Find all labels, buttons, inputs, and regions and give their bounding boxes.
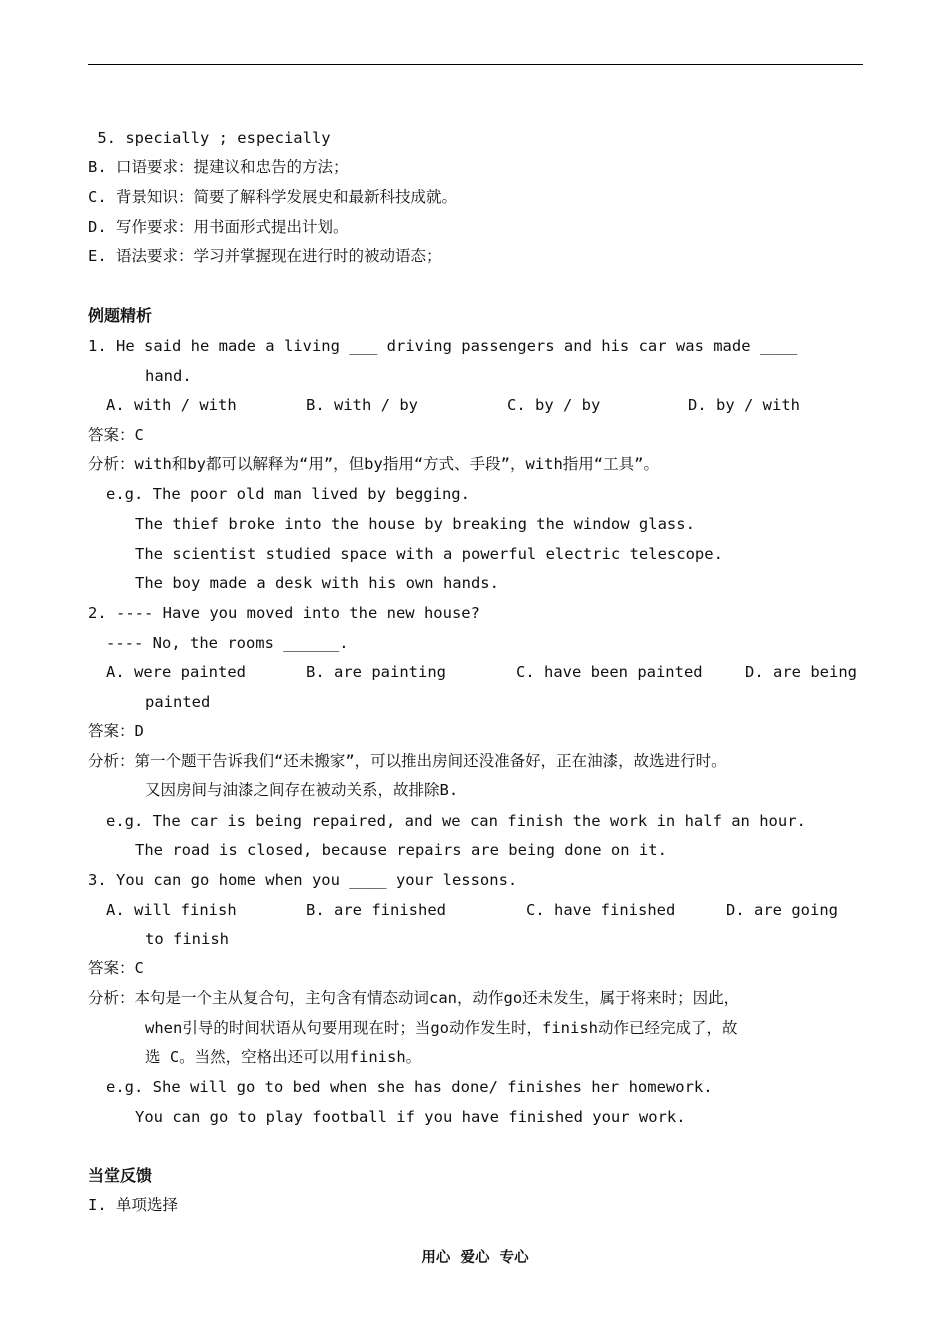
q2-option-c: C. have been painted xyxy=(516,663,703,681)
q3-option-c: C. have finished xyxy=(526,901,676,919)
q3-stem: 3. You can go home when you ____ your lessons. xyxy=(88,871,518,889)
intro-item-d: D. 写作要求：用书面形式提出计划。 xyxy=(88,218,349,236)
q2-answer: 答案：D xyxy=(88,722,144,740)
q1-option-b: B. with / by xyxy=(306,396,418,414)
q2-stem: 2. ---- Have you moved into the new house? xyxy=(88,604,480,622)
q3-analysis: 分析：本句是一个主从复合句，主句含有情态动词can，动作go还未发生，属于将来时；因此， xyxy=(88,989,740,1007)
q2-option-a: A. were painted xyxy=(106,663,246,681)
intro-item-c: C. 背景知识：简要了解科学发展史和最新科技成就。 xyxy=(88,188,457,206)
q3-analysis-cont-2: 选 C。当然，空格出还可以用finish。 xyxy=(145,1048,422,1066)
header-rule xyxy=(88,64,863,65)
feedback-subheading: I. 单项选择 xyxy=(88,1196,178,1214)
q3-option-d: D. are going xyxy=(726,901,838,919)
q1-option-d: D. by / with xyxy=(688,396,800,414)
intro-item-5: 5. specially ; especially xyxy=(88,129,331,147)
q3-option-b: B. are finished xyxy=(306,901,446,919)
q1-answer: 答案：C xyxy=(88,426,144,444)
q1-example-4: The boy made a desk with his own hands. xyxy=(135,574,499,592)
q2-analysis-cont: 又因房间与油漆之间存在被动关系，故排除B. xyxy=(145,781,459,799)
q1-example-3: The scientist studied space with a powerful electric telescope. xyxy=(135,545,723,563)
q1-example-2: The thief broke into the house by breaking the window glass. xyxy=(135,515,695,533)
q1-option-c: C. by / by xyxy=(507,396,601,414)
q1-option-a: A. with / with xyxy=(106,396,237,414)
q2-stem-cont: ---- No, the rooms ______. xyxy=(106,634,349,652)
q1-stem-cont: hand. xyxy=(145,367,192,385)
feedback-heading: 当堂反馈 xyxy=(88,1166,153,1185)
intro-item-b: B. 口语要求：提建议和忠告的方法； xyxy=(88,158,349,176)
q3-example-2: You can go to play football if you have finished your work. xyxy=(135,1108,686,1126)
q2-option-b: B. are painting xyxy=(306,663,446,681)
examples-heading: 例题精析 xyxy=(88,306,153,325)
q3-answer: 答案：C xyxy=(88,959,144,977)
page-footer: 用心 爱心 专心 xyxy=(421,1250,529,1266)
intro-item-e: E. 语法要求：学习并掌握现在进行时的被动语态； xyxy=(88,247,442,265)
q2-example-1: e.g. The car is being repaired, and we can finish the work in half an hour. xyxy=(106,812,806,830)
q3-analysis-cont-1: when引导的时间状语从句要用现在时；当go动作发生时，finish动作已经完成了，故 xyxy=(145,1019,738,1037)
q2-option-d: D. are being xyxy=(745,663,857,681)
q3-option-a: A. will finish xyxy=(106,901,237,919)
q2-example-2: The road is closed, because repairs are being done on it. xyxy=(135,841,667,859)
q3-option-d-cont: to finish xyxy=(145,930,229,948)
q3-example-1: e.g. She will go to bed when she has done/ finishes her homework. xyxy=(106,1078,713,1096)
q1-stem: 1. He said he made a living ___ driving passengers and his car was made ____ xyxy=(88,337,798,355)
q2-option-d-cont: painted xyxy=(145,693,211,711)
q2-analysis: 分析：第一个题干告诉我们“还未搬家”，可以推出房间还没准备好，正在油漆，故选进行时。 xyxy=(88,752,727,770)
q1-example-1: e.g. The poor old man lived by begging. xyxy=(106,485,470,503)
q1-analysis: 分析：with和by都可以解释为“用”，但by指用“方式、手段”，with指用“工具”。 xyxy=(88,455,659,473)
